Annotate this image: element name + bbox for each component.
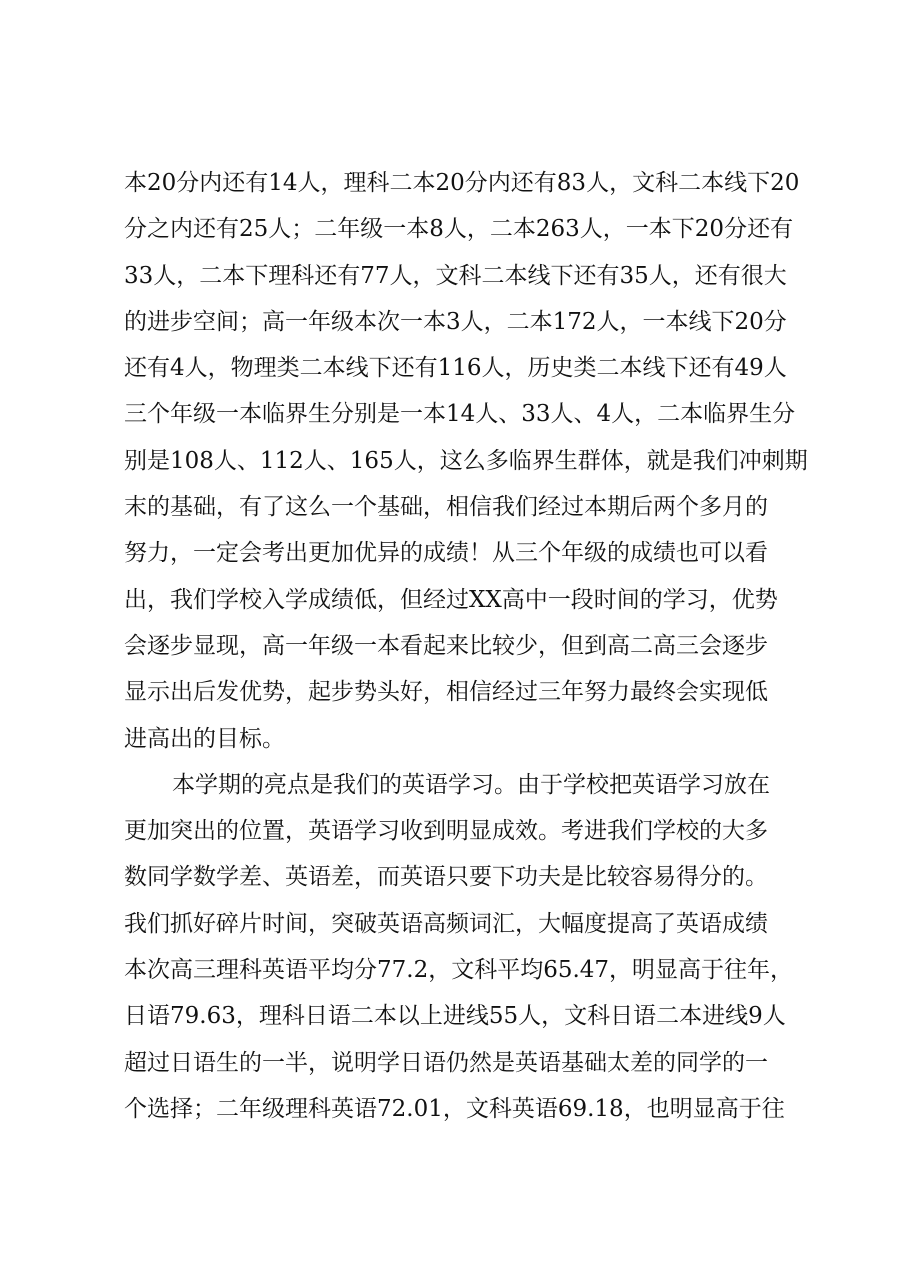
text-line: 三个年级一本临界生分别是一本14人、33人、4人，二本临界生分 — [124, 401, 796, 428]
body-text — [124, 160, 824, 1132]
text-line: 超过日语生的一半，说明学日语仍然是英语基础太差的同学的一 — [124, 1049, 768, 1076]
paragraph-first-line: 本学期的亮点是我们的英语学习。由于学校把英语学习放在 — [172, 771, 770, 798]
text-line: 显示出后发优势，起步势头好，相信经过三年努力最终会实现低 — [124, 679, 768, 706]
text-line: 努力，一定会考出更加优异的成绩！从三个年级的成绩也可以看 — [124, 540, 768, 567]
text-line: 33人，二本下理科还有77人，文科二本线下还有35人，还有很大 — [124, 262, 787, 289]
text-line: 本20分内还有14人，理科二本20分内还有83人，文科二本线下20 — [124, 170, 800, 196]
text-line: 更加突出的位置，英语学习收到明显成效。考进我们学校的大多 — [124, 818, 768, 845]
text-line: 分之内还有25人；二年级一本8人，二本263人，一本下20分还有 — [124, 216, 794, 243]
text-line: 我们抓好碎片时间，突破英语高频词汇，大幅度提高了英语成绩 — [124, 910, 768, 937]
text-line: 进高出的目标。 — [124, 725, 285, 752]
text-line: 出，我们学校入学成绩低，但经过XX高中一段时间的学习，优势 — [124, 586, 778, 613]
text-line: 本次高三理科英语平均分77.2，文科平均65.47，明显高于往年， — [124, 957, 794, 984]
text-line: 会逐步显现，高一年级一本看起来比较少，但到高二高三会逐步 — [124, 632, 768, 659]
text-line: 还有4人，物理类二本线下还有116人，历史类二本线下还有49人 — [124, 355, 787, 382]
text-line: 别是108人、112人、165人，这么多临界生群体，就是我们冲刺期 — [124, 447, 808, 474]
text-line: 数同学数学差、英语差，而英语只要下功夫是比较容易得分的。 — [124, 864, 768, 891]
text-line: 日语79.63，理科日语二本以上进线55人，文科日语二本进线9人 — [124, 1003, 786, 1030]
text-line: 的进步空间；高一年级本次一本3人，二本172人，一本线下20分 — [124, 308, 787, 335]
text-line: 末的基础，有了这么一个基础，相信我们经过本期后两个多月的 — [124, 494, 768, 521]
text-line: 个选择；二年级理科英语72.01，文科英语69.18，也明显高于往 — [124, 1095, 785, 1122]
